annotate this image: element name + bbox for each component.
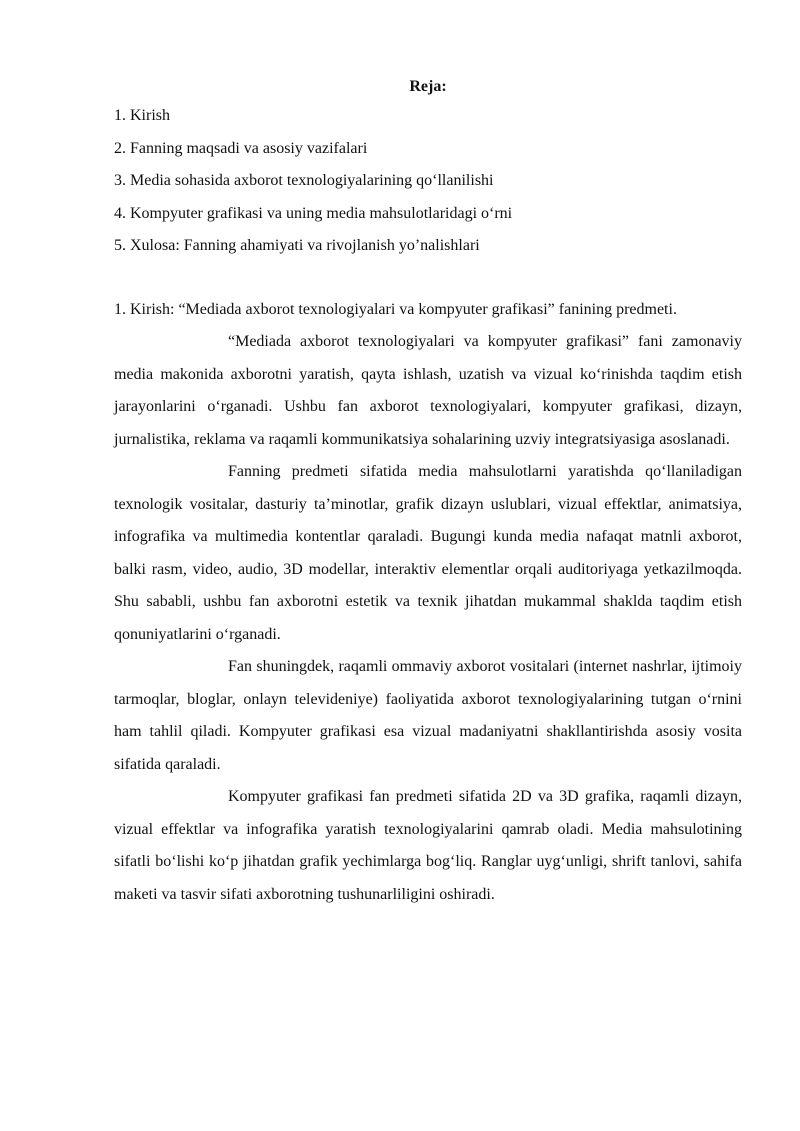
body-paragraph: Fanning predmeti sifatida media mahsulotlarni yaratishda qo‘llaniladigan texnologik vositalar, dasturiy ta’minotlar, grafik dizayn uslublari, vizual effektlar, animatsiya, infografika va multimedia kontentlar qaraladi. Bugungi kunda media nafaqat matnli axborot, balki rasm, video, audio, 3D modellar, interaktiv elementlar orqali auditoriyaga yetkazilmoqda. Shu sababli, ushbu fan axborotni estetik va texnik jihatdan mukammal shaklda taqdim etish qonuniyatlarini o‘rganadi.	[114, 463, 742, 643]
plan-item: 3. Media sohasida axborot texnologiyalarining qo‘llanilishi	[114, 172, 494, 189]
body-paragraph: “Mediada axborot texnologiyalari va kompyuter grafikasi” fani zamonaviy media makonida axborotni yaratish, qayta ishlash, uzatish va vizual ko‘rinishda taqdim etish jarayonlarini o‘rganadi. Ushbu fan axborot texnologiyalari, kompyuter grafikasi, dizayn, jurnalistika, reklama va raqamli kommunikatsiya sohalarining uzviy integratsiyasiga asoslanadi.	[114, 333, 742, 448]
body-paragraph: Kompyuter grafikasi fan predmeti sifatida 2D va 3D grafika, raqamli dizayn, vizual effektlar va infografika yaratish texnologiyalarini qamrab oladi. Media mahsulotining sifatli bo‘lishi ko‘p jihatdan grafik yechimlarga bog‘liq. Ranglar uyg‘unligi, shrift tanlovi, sahifa maketi va tasvir sifati axborotning tushunarliligini oshiradi.	[114, 788, 742, 903]
plan-list	[114, 100, 742, 263]
page-title: Reja:	[409, 78, 447, 95]
plan-item: 1. Kirish	[114, 107, 170, 124]
section-heading: 1. Kirish: “Mediada axborot texnologiyalari va kompyuter grafikasi” fanining predmeti.	[114, 300, 677, 318]
plan-item: 4. Kompyuter grafikasi va uning media mahsulotlaridagi o‘rni	[114, 204, 513, 222]
spacer	[114, 263, 742, 294]
plan-item: 5. Xulosa: Fanning ahamiyati va rivojlanish yo’nalishlari	[114, 237, 480, 254]
plan-item: 2. Fanning maqsadi va asosiy vazifalari	[114, 139, 368, 157]
body-paragraph: Fan shuningdek, raqamli ommaviy axborot vositalari (internet nashrlar, ijtimoiy tarmoqlar, bloglar, onlayn televideniye) faoliyatida axborot texnologiyalarining tutgan o‘rnini ham tahlil qiladi. Kompyuter grafikasi esa vizual madaniyatni shakllantirishda asosiy vosita sifatida qaraladi.	[114, 658, 742, 773]
document-page	[114, 74, 742, 911]
